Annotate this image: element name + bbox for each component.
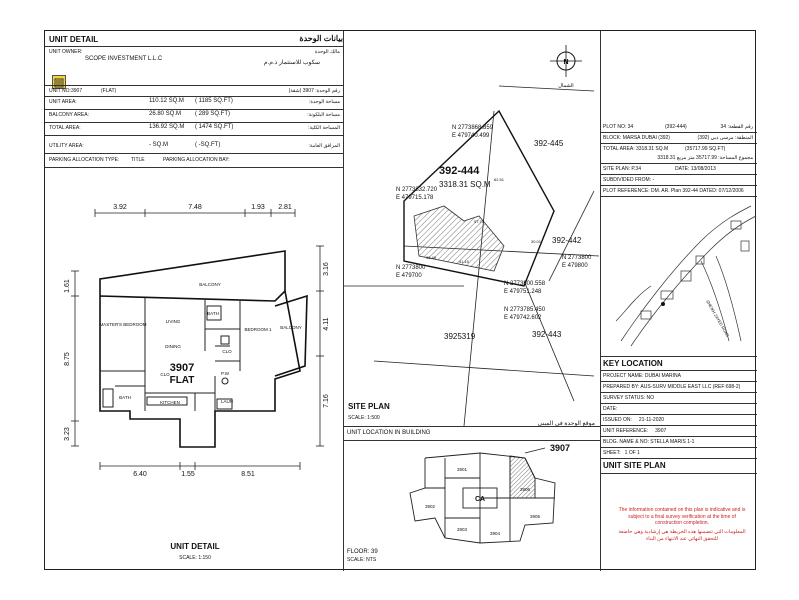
date-label: DATE:	[603, 406, 618, 412]
room-kitchen: KITCHEN	[160, 400, 180, 405]
north-label-ar: الشمال	[558, 83, 574, 89]
unit-area-sqft: ( 1185 SQ.FT)	[195, 98, 233, 104]
disclaimer-ar: المعلومات التي تتضمنها هذه الخريطة هي إرشادية وهي خاضعة للتحقق النهائي عند الانتهاء من البناء	[618, 529, 746, 542]
parking-type: TITLE	[131, 157, 145, 163]
location-marker-icon	[661, 302, 665, 306]
coord-3-e: E 479700	[396, 273, 422, 279]
room-balcony-top: BALCONY	[199, 282, 221, 287]
parking-type-label: PARKING ALLOCATION TYPE:	[49, 157, 120, 163]
map-road-label: SHEIKH ZAYED ROAD	[705, 299, 731, 338]
total-area-label: TOTAL AREA:	[49, 125, 81, 131]
bld-unit-3902: 3902	[424, 504, 436, 509]
utility-area-sqft: ( -SQ.FT)	[195, 142, 221, 148]
site-dim-3: 38.49	[426, 255, 437, 260]
dim-top-3: 1.93	[251, 204, 265, 211]
coord-6-e: E 479800	[562, 263, 588, 269]
unit-area-label: UNIT AREA:	[49, 99, 77, 105]
coord-3-n: N 2773800	[396, 265, 426, 271]
coord-1-n: N 2773868.859	[452, 125, 494, 131]
site-dim-1: 62.51	[494, 177, 505, 182]
site-plot-443: 392-443	[532, 330, 562, 339]
bld-unit-3903: 3903	[456, 527, 468, 532]
coord-2-e: E 479715.178	[396, 195, 434, 201]
bld-unit-3904: 3904	[489, 531, 501, 536]
unit-type: (FLAT)	[101, 88, 117, 94]
bld-unit-3905: 3905	[529, 514, 541, 519]
unit-detail-title-ar: بيانات الوحدة	[299, 34, 343, 43]
unit-area-label-ar: مساحة الوحدة:	[308, 99, 340, 105]
dim-right-2: 4.11	[323, 317, 330, 331]
floor-plan-caption: UNIT DETAIL	[170, 542, 220, 551]
plot-no-ar: رقم القطعة: 34	[720, 124, 753, 130]
coord-4-n: N 2773800.558	[504, 281, 546, 287]
total-area-info: TOTAL AREA: 3318.31 SQ.M	[603, 146, 669, 152]
room-bath-2: BATH	[119, 395, 131, 400]
dim-top-1: 3.92	[113, 204, 127, 211]
owner-label-ar: مالك الوحدة	[314, 49, 340, 55]
site-plan-scale: SCALE: 1:500	[348, 415, 380, 421]
site-plot-main: 392-444	[439, 165, 480, 177]
site-dim-5: 30.01	[531, 239, 542, 244]
total-area-sqft: ( 1474 SQ.FT)	[195, 124, 234, 130]
balcony-area-sqft: ( 289 SQ.FT)	[195, 111, 231, 117]
site-plan-caption: SITE PLAN	[348, 402, 390, 411]
room-living: LIVING	[165, 319, 181, 324]
room-laun: LAUN	[220, 399, 234, 404]
plan-sheet	[44, 30, 756, 570]
coord-1-e: E 479740.499	[452, 133, 490, 139]
utility-area-label: UTILITY AREA:	[49, 143, 84, 149]
utility-area-label-ar: المرافق العامة:	[308, 143, 340, 149]
key-location-title: KEY LOCATION	[603, 359, 663, 368]
coord-6-n: N 2773800	[562, 255, 592, 261]
subdivided-from: SUBDIVIDED FROM: -	[603, 177, 655, 183]
plot-no-label: PLOT NO: 34	[603, 124, 634, 130]
balcony-area-label-ar: مساحة البلكونة:	[307, 112, 340, 118]
unit-location-title: UNIT LOCATION IN BUILDING	[347, 430, 431, 436]
site-plan-date: DATE: 13/08/2013	[675, 166, 716, 172]
room-masters-bedroom: MASTER'S BEDROOM	[99, 322, 147, 327]
building-floor-diagram	[385, 443, 571, 548]
unit-site-plan-title: UNIT SITE PLAN	[603, 461, 666, 470]
parking-bay-label: PARKING ALLOCATION BAY:	[163, 157, 230, 163]
bld-unit-3901: 3901	[456, 467, 468, 472]
floor-number: FLOOR: 39	[347, 549, 378, 555]
balcony-area-label: BALCONY AREA:	[49, 112, 89, 118]
unit-no-ar: رقم الوحدة: 3907 (شقة)	[288, 88, 340, 94]
block-ar: المنطقة: مرسى دبي (392)	[697, 135, 753, 141]
project-name: PROJECT NAME: DUBAI MARINA	[603, 373, 681, 379]
key-location-map	[601, 201, 756, 351]
block-label: BLOCK: MARSA DUBAI (392)	[603, 135, 670, 141]
site-dim-4: 41.10	[459, 259, 470, 264]
room-pw: P.W	[221, 371, 229, 376]
owner-label: UNIT OWNER:	[49, 49, 83, 55]
north-label: N	[563, 59, 569, 66]
unit-area-sqm: 110.12 SQ.M	[149, 98, 184, 104]
dim-bottom-2: 1.55	[181, 471, 195, 478]
total-area-info-ar: مجموع المساحة: 35717.99 متر مربع 3318.31	[657, 155, 753, 161]
unit-no: 3907	[71, 88, 83, 94]
dim-right-1: 3.16	[323, 262, 330, 276]
plan-unit-number: 3907	[169, 362, 195, 374]
unit-reference: UNIT REFERENCE: 3907	[603, 428, 667, 434]
dim-right-3: 7.16	[323, 394, 330, 408]
floor-plan-scale: SCALE: 1:150	[179, 555, 211, 561]
site-plot-445: 392-445	[534, 139, 564, 148]
floor-plan-drawing	[45, 171, 343, 571]
site-plan-drawing	[344, 31, 600, 426]
dim-left-2: 8.75	[64, 352, 71, 366]
dim-bottom-3: 8.51	[241, 471, 255, 478]
room-clo-2: CLO	[222, 349, 232, 354]
unit-no-label: UNIT NO:	[49, 88, 71, 94]
unit-detail-title: UNIT DETAIL	[49, 35, 99, 44]
issued-on: ISSUED ON: 21-11-2020	[603, 417, 665, 423]
room-balcony-right: BALCONY	[280, 325, 302, 330]
room-dining: DINING	[165, 344, 181, 349]
north-arrow-icon	[550, 45, 582, 89]
total-area-info-sqft: (35717.99 SQ.FT)	[685, 146, 726, 152]
site-plot-442: 392-442	[552, 236, 582, 245]
dim-top-2: 7.48	[188, 204, 202, 211]
site-plot-area: 3318.31 SQ.M	[439, 180, 491, 189]
disclaimer-en: The information contained on this plan is indicative and is subject to a final survey verification at the time of construction completion.	[618, 507, 746, 526]
coord-5-n: N 2773785.450	[504, 307, 546, 313]
coord-4-e: E 479751.248	[504, 289, 542, 295]
bld-unit-3906: 3906	[519, 487, 531, 492]
bld-core: CA	[474, 496, 486, 503]
bld-highlight-label: 3907	[550, 443, 571, 453]
site-plot-other: 3925319	[444, 332, 476, 341]
room-clo-1: CLO	[160, 372, 170, 377]
building-scale: SCALE: NTS	[347, 557, 377, 563]
dim-left-3: 3.23	[64, 427, 71, 441]
dim-left-1: 1.61	[64, 279, 71, 293]
plot-reference: PLOT REFERENCE: DM. AR. Plan 392-44 DATED: 07/12/2006	[603, 188, 744, 194]
total-area-label-ar: المساحة الكلية:	[308, 125, 340, 131]
dim-top-4: 2.81	[278, 204, 292, 211]
survey-status: SURVEY STATUS: NO	[603, 395, 655, 401]
sheet-number: SHEET: 1 OF 1	[603, 450, 640, 456]
site-plan-number: SITE PLAN: P.34	[603, 166, 641, 172]
room-bath-1: BATH	[207, 311, 219, 316]
prepared-by: PREPARED BY: AUS-SURV MIDDLE EAST LLC (REF:698-2)	[603, 384, 741, 390]
dim-bottom-1: 6.40	[133, 471, 147, 478]
total-area-sqm: 136.92 SQ.M	[149, 124, 185, 130]
owner-name: SCOPE INVESTMENT L.L.C	[85, 56, 163, 62]
coord-5-e: E 479742.602	[504, 315, 542, 321]
utility-area-sqm: - SQ.M	[149, 142, 168, 148]
coord-2-n: N 2773832.720	[396, 187, 438, 193]
room-bedroom-1: BEDROOM 1	[244, 327, 272, 332]
sticker-icon	[52, 75, 66, 89]
plan-unit-type: FLAT	[169, 375, 195, 386]
building-name: BLDG. NAME & NO: STELLA MARIS 1-1	[603, 439, 695, 445]
plot-no-value: (392-444)	[665, 124, 687, 130]
site-dim-2: 57.70	[474, 219, 485, 224]
owner-name-ar: سكوب للاستثمار ذ.م.م	[263, 60, 320, 66]
unit-location-title-ar: موقع الوحدة في المبنى	[537, 421, 595, 427]
balcony-area-sqm: 26.80 SQ.M	[149, 111, 182, 117]
